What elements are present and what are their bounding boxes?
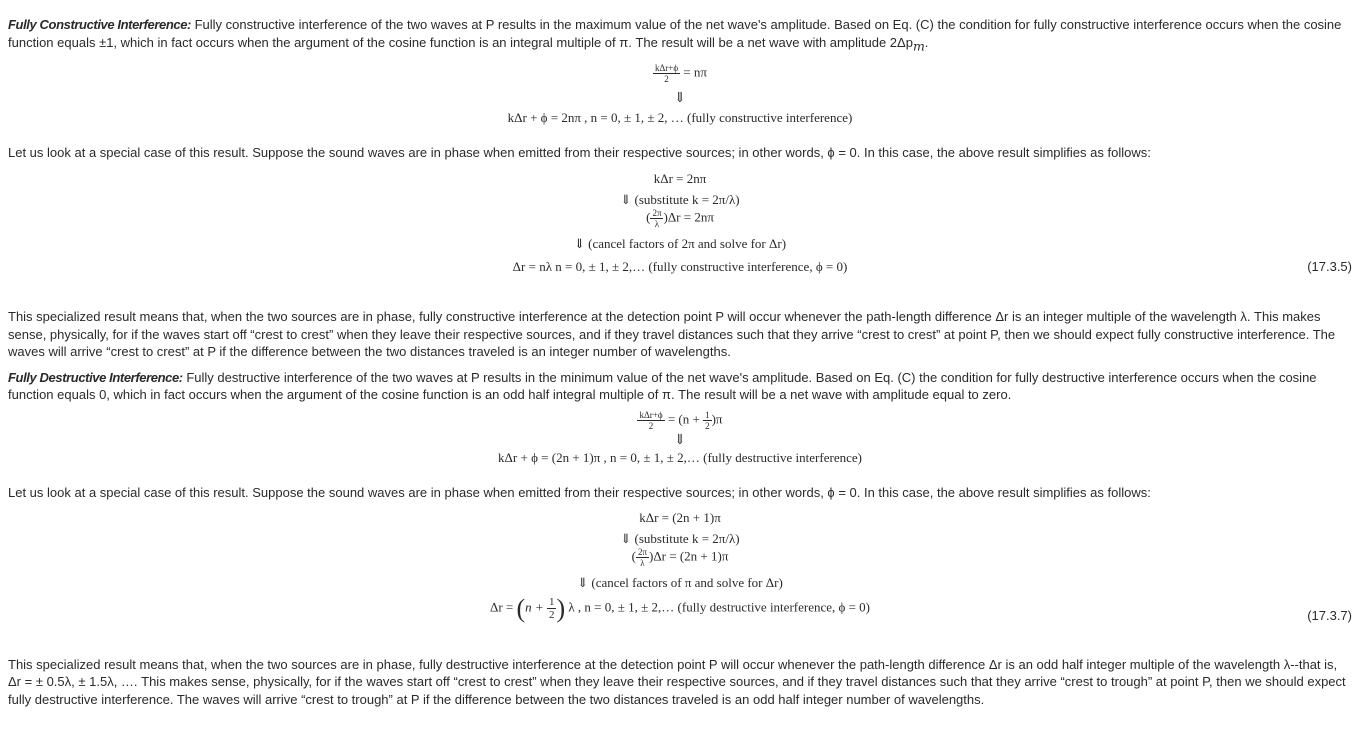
fraction-denominator: 2	[648, 420, 654, 431]
s3-rhs: )Δr = 2nπ	[663, 209, 714, 225]
constructive-equation-block	[8, 63, 1352, 127]
eq1-rhs: = nπ	[683, 64, 707, 80]
destructive-s5-row	[8, 593, 1352, 623]
fraction	[650, 208, 663, 229]
fraction-numerator: kΔr+ϕ	[654, 62, 679, 73]
equation-number: (17.3.7)	[1307, 607, 1352, 623]
constructive-explanation: This specialized result means that, when the two sources are in phase, fully constructive interference at the detection point P will occur whenever the path-length difference Δr is an integer multiple of the wavelength λ. This makes sense, physically, for if the waves start off “crest to crest” when they leave their respective sources, and if they travel distances such that they arrive “crest to crest” at point P, then we should expect fully constructive interference. The waves will arrive “crest to crest” at P if the difference between the two distances traveled is an integer number of wavelengths.	[8, 309, 1336, 360]
fraction-denominator: 2	[705, 420, 710, 431]
destructive-eq2: kΔr + ϕ = (2n + 1)π , n = 0, ± 1, ± 2,… (fully destructive interference)	[498, 450, 862, 466]
constructive-intro-text: Fully constructive interference of the two waves at P results in the maximum value of the net wave's amplitude. Based on Eq. (C) the condition for fully constructive interference occurs when the cosine function equals ±1, which in fact occurs when the argument of the cosine function is an integral multiple of π. The result will be a net wave with amplitude 2Δp	[8, 17, 1342, 50]
constructive-intro: Fully Constructive Interference: Fully constructive interference of the two waves at P results in the maximum value of the net wave's amplitude. Based on Eq. (C) the condition for fully constructive interference occurs when the cosine function equals ±1, which in fact occurs when the argument of the cosine function is an integral multiple of π. The result will be a net wave with amplitude $2\Delta p_m$.	[8, 17, 1342, 54]
fraction-denominator: λ	[640, 558, 645, 569]
destructive-heading: Fully Destructive Interference:	[8, 369, 183, 385]
constructive-heading: Fully Constructive Interference:	[8, 17, 191, 32]
s5-rhs: λ , n = 0, ± 1, ± 2,… (fully destructive interference, ϕ = 0)	[568, 599, 871, 615]
fraction-numerator: kΔr+ϕ	[639, 409, 663, 420]
constructive-s5-row	[8, 258, 1352, 276]
constructive-s2: ⇓ (substitute k = 2π/λ)	[620, 191, 740, 207]
constructive-eq1	[8, 63, 1352, 84]
fraction	[637, 410, 664, 431]
left-paren: (	[516, 593, 526, 623]
fraction-numerator: 2π	[637, 547, 647, 558]
destructive-intro	[8, 369, 1352, 404]
eq1-rhs-b: )π	[711, 411, 723, 427]
destructive-explanation: This specialized result means that, when the two sources are in phase, fully destructive interference at the detection point P will occur whenever the path-length difference Δr is an odd half integer multiple of the wavelength λ--that is, Δr = ± 0.5λ, ± 1.5λ, …. This makes sense, physically, for if the waves start off “crest to crest” when they leave their respective sources, and if they travel distances such that they arrive “crest to trough” at point P, then we should expect fully destructive interference. The waves will arrive “crest to trough” at P if the difference between the two distances traveled is an odd half integer number of wavelengths.	[8, 656, 1346, 707]
equation-number: (17.3.5)	[1307, 258, 1352, 274]
fraction	[636, 547, 649, 568]
s5-n: n +	[525, 599, 544, 615]
fraction-denominator: 2	[664, 73, 669, 84]
implies-arrow: ⇓	[674, 90, 686, 106]
constructive-special-case: Let us look at a special case of this result. Suppose the sound waves are in phase when emitted from their respective sources; in other words, ϕ = 0. In this case, the above result simplifies as follows:	[8, 144, 1151, 160]
destructive-s1: kΔr = (2n + 1)π	[639, 510, 721, 526]
fraction-numerator: 1	[705, 409, 710, 420]
constructive-s4: ⇓ (cancel factors of 2π and solve for Δr)	[573, 236, 787, 252]
destructive-s4: ⇓ (cancel factors of π and solve for Δr)	[577, 575, 783, 591]
eq1-rhs-a: = (n +	[667, 411, 700, 427]
constructive-special-block	[8, 170, 1352, 275]
constructive-s3: ( $\frac{2\pi}{\lambda}$ )Δr = 2nπ	[646, 208, 714, 230]
s5-lhs: Δr =	[489, 599, 514, 615]
destructive-s2: ⇓ (substitute k = 2π/λ)	[620, 530, 740, 546]
destructive-special-case: Let us look at a special case of this result. Suppose the sound waves are in phase when emitted from their respective sources; in other words, ϕ = 0. In this case, the above result simplifies as follows:	[8, 484, 1151, 500]
destructive-special-block	[8, 509, 1352, 621]
constructive-s5: Δr = nλ n = 0, ± 1, ± 2,… (fully constructive interference, ϕ = 0)	[512, 258, 848, 274]
s3-rhs: )Δr = (2n + 1)π	[648, 548, 729, 564]
half-fraction	[703, 410, 712, 431]
amplitude-subscript: m	[912, 38, 925, 54]
fraction-numerator: 1	[548, 595, 555, 608]
fraction	[653, 63, 680, 84]
fraction-denominator: λ	[654, 219, 660, 230]
implies-arrow: ⇓	[674, 432, 686, 448]
destructive-s3: ( $\frac{2\pi}{\lambda}$ )Δr = (2n + 1)π	[631, 547, 729, 569]
destructive-eq1	[8, 410, 1352, 431]
destructive-equation-block	[8, 410, 1352, 467]
constructive-eq2: kΔr + ϕ = 2nπ , n = 0, ± 1, ± 2, … (fully constructive interference)	[507, 110, 853, 126]
right-paren: )	[556, 593, 566, 623]
fraction-numerator: 2π	[652, 208, 662, 219]
destructive-intro-text: Fully destructive interference of the two waves at P results in the minimum value of the net wave's amplitude. Based on Eq. (C) the condition for fully destructive interference occurs when the cosine function equals 0, which in fact occurs when the argument of the cosine function is an odd half integral multiple of π. The result will be a net wave with amplitude equal to zero.	[8, 369, 1317, 403]
constructive-s1: kΔr = 2nπ	[653, 171, 707, 187]
document-page	[8, 16, 1352, 708]
fraction-denominator: 2	[548, 608, 555, 621]
